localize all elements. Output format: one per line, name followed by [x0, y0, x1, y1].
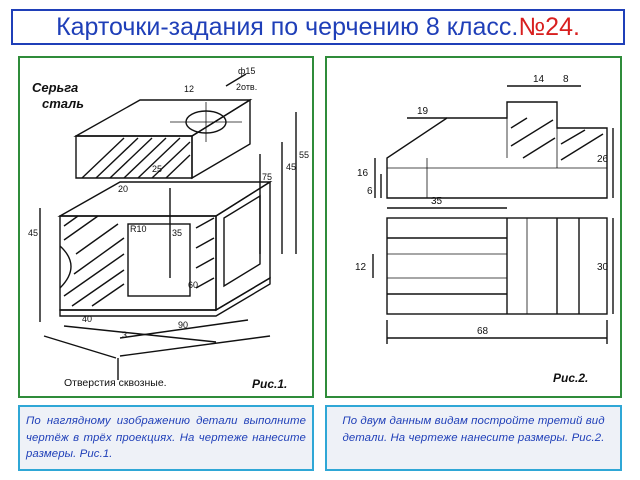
dim-20: 20: [118, 184, 129, 194]
right-drawing-card: [325, 56, 622, 398]
dim-35: 35: [431, 196, 443, 207]
left-task-box: [18, 405, 314, 471]
isometric-drawing: [20, 58, 312, 396]
right-task-box: [325, 405, 622, 471]
left-drawing-card: [18, 56, 314, 398]
dim-60: 60: [188, 280, 199, 290]
dim-2holes: 2отв.: [236, 82, 258, 92]
card-number: №24.: [518, 12, 580, 41]
dim-30: 30: [597, 262, 609, 273]
dim-16: 16: [357, 168, 369, 179]
dim-26: 26: [597, 154, 609, 165]
dim-45-right: 45: [286, 162, 297, 172]
page-title: Карточки-задания по черчению 8 класс.: [56, 12, 519, 41]
dim-19: 19: [417, 106, 429, 117]
dim-90: 90: [178, 320, 189, 330]
lower-top: [60, 182, 270, 216]
right-task-text: По двум данным видам постройте третий вид детали. На чертеже нанесите размеры. Рис.2.: [342, 415, 605, 444]
dim-8: 8: [563, 74, 569, 85]
orthographic-views: [327, 58, 620, 396]
figure-1-label: Рис.1.: [252, 377, 288, 391]
side-round-cut: [60, 246, 71, 288]
dim-68: 68: [477, 326, 489, 337]
part-name: Серьга: [32, 80, 79, 95]
plan-view-outline: [387, 218, 607, 314]
dim-40: 40: [82, 314, 93, 324]
title-box: [11, 9, 625, 45]
dim-12: 12: [184, 84, 195, 94]
dim-25: 25: [152, 164, 163, 174]
left-task-text: По наглядному изображению детали выполните чертёж в трёх проекциях. На чертеже нанесите размеры. Рис.1.: [26, 415, 306, 461]
dim-35: 35: [172, 228, 183, 238]
dim-r10: R10: [130, 224, 147, 234]
dim-6: 6: [367, 186, 373, 197]
dim-14: 14: [533, 74, 545, 85]
base-plate: [60, 278, 270, 316]
figure-2-label: Рис.2.: [553, 371, 589, 385]
dim-55: 55: [299, 150, 310, 160]
holes-note: Отверстия сквозные.: [64, 377, 167, 389]
dim-phi15: ф15: [238, 66, 256, 76]
side-window: [224, 196, 260, 286]
dim-75: 75: [262, 172, 273, 182]
part-material: сталь: [42, 96, 84, 111]
dim-3: 3: [122, 330, 128, 340]
dim-45-left: 45: [28, 228, 39, 238]
dim-12: 12: [355, 262, 367, 273]
